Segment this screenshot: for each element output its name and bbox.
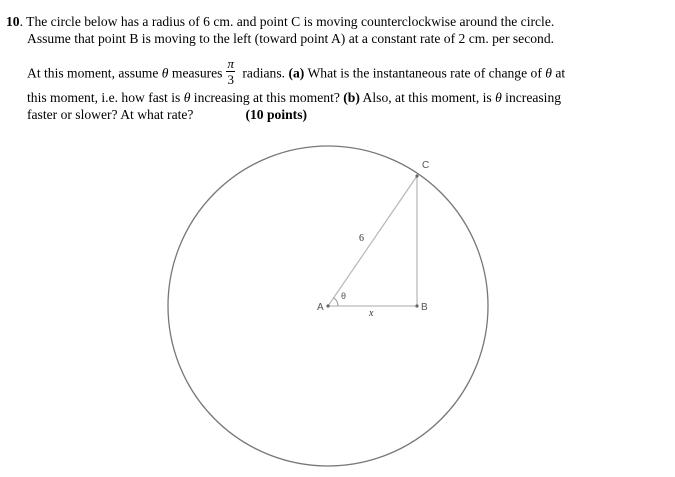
fraction-denominator: 3: [227, 72, 234, 87]
part-a-label: (a): [288, 65, 305, 81]
part-b-label: (b): [343, 90, 360, 105]
theta-symbol: θ: [545, 65, 552, 81]
points-label: (10 points): [245, 107, 308, 122]
theta-symbol: θ: [161, 65, 169, 81]
line3-at: at: [551, 65, 566, 81]
problem-line-1-text: . The circle below has a radius of 6 cm. and point C is moving counterclockwise around the circle.: [19, 14, 555, 29]
theta-symbol: θ: [495, 90, 502, 105]
line4-end: increasing: [501, 90, 562, 105]
problem-line-2: Assume that point B is moving to the left (toward point A) at a constant rate of 2 cm. per second.: [27, 31, 555, 46]
line5-text: faster or slower? At what rate?: [27, 107, 194, 122]
label-a: A: [317, 302, 324, 313]
line4-pre: this moment, i.e. how fast is: [27, 90, 184, 105]
radius-line-ac: [328, 176, 417, 306]
label-hypotenuse: 6: [359, 233, 364, 244]
angle-arc: [334, 298, 338, 306]
fraction-numerator: π: [227, 56, 234, 71]
line3-measures: measures: [168, 65, 223, 81]
line3-pre: At this moment, assume: [27, 65, 162, 81]
theta-symbol: θ: [183, 90, 191, 105]
label-c: C: [422, 160, 430, 171]
line3-radians: radians.: [238, 65, 289, 81]
point-c: [415, 174, 418, 177]
label-x: x: [369, 308, 374, 319]
label-theta: θ: [341, 291, 347, 301]
point-b: [415, 304, 418, 307]
problem-number: 10: [6, 14, 20, 29]
line4-mid: increasing at this moment?: [190, 90, 344, 105]
point-a: [326, 304, 329, 307]
line4-post: Also, at this moment, is: [359, 90, 496, 105]
line3-post: What is the instantaneous rate of change of: [304, 65, 546, 81]
label-b: B: [421, 302, 428, 313]
